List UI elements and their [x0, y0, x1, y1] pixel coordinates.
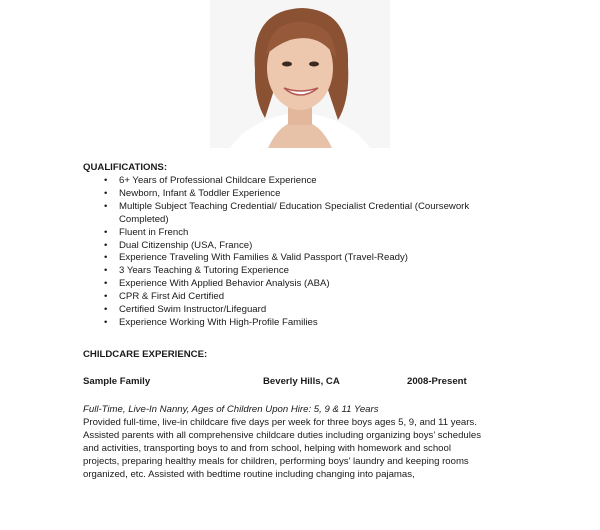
experience-heading: CHILDCARE EXPERIENCE: — [83, 349, 208, 360]
employer: Sample Family — [83, 376, 151, 387]
qualifications-list — [104, 175, 469, 330]
bullet-icon: • — [104, 265, 108, 277]
bullet-icon: • — [104, 226, 108, 238]
qualification-text: Experience With Applied Behavior Analysis (ABA) — [119, 278, 330, 290]
bullet-icon: • — [104, 200, 108, 212]
job-location: Beverly Hills, CA — [263, 376, 340, 387]
bullet-icon: • — [104, 316, 108, 328]
bullet-icon: • — [104, 291, 108, 303]
qualification-text: Completed) — [119, 213, 169, 225]
bullet-icon: • — [104, 239, 108, 251]
qualification-text: CPR & First Aid Certified — [119, 291, 225, 303]
qualification-item — [104, 201, 469, 227]
qualification-text: Fluent in French — [119, 226, 189, 238]
qualification-text: 3 Years Teaching & Tutoring Experience — [119, 265, 289, 277]
qualification-item — [104, 278, 469, 291]
qualification-item — [104, 227, 469, 240]
description-line: projects, preparing healthy meals for children, performing boys’ laundry and keeping rooms — [83, 456, 469, 468]
qualification-item — [104, 317, 469, 330]
description-line: Provided full-time, live-in childcare five days per week for three boys ages 5, 9, and 11 years. — [83, 417, 477, 429]
qualification-item — [104, 175, 469, 188]
bullet-icon: • — [104, 304, 108, 316]
qualifications-heading: QUALIFICATIONS: — [83, 162, 168, 173]
qualification-item — [104, 240, 469, 253]
bullet-icon: • — [104, 175, 108, 186]
qualification-item — [104, 252, 469, 265]
portrait-photo — [210, 0, 390, 148]
bullet-icon: • — [104, 187, 108, 199]
job-description — [83, 403, 481, 482]
job-dates: 2008-Present — [407, 376, 467, 387]
qualification-text: Dual Citizenship (USA, France) — [119, 239, 253, 251]
qualification-item — [104, 304, 469, 317]
description-line: and activities, transporting boys to and from school, helping with homework and school — [83, 443, 451, 455]
qualification-text: Experience Working With High-Profile Families — [119, 316, 318, 328]
description-line: Assisted parents with all comprehensive childcare duties including organizing boys’ schedules — [83, 430, 481, 442]
qualification-item — [104, 265, 469, 278]
description-line: organized, etc. Assisted with bedtime routine including changing into pajamas, — [83, 469, 415, 481]
qualification-item — [104, 188, 469, 201]
qualification-text: 6+ Years of Professional Childcare Experience — [119, 175, 317, 186]
qualification-text: Certified Swim Instructor/Lifeguard — [119, 304, 267, 316]
bullet-icon: • — [104, 252, 108, 264]
qualification-text: Newborn, Infant & Toddler Experience — [119, 187, 281, 199]
qualification-item — [104, 291, 469, 304]
qualification-text: Experience Traveling With Families & Valid Passport (Travel-Ready) — [119, 252, 408, 264]
job-title: Full-Time, Live-In Nanny, Ages of Children Upon Hire: 5, 9 & 11 Years — [83, 404, 379, 415]
qualification-text: Multiple Subject Teaching Credential/ Education Specialist Credential (Coursework — [119, 200, 470, 212]
bullet-icon: • — [104, 278, 108, 290]
